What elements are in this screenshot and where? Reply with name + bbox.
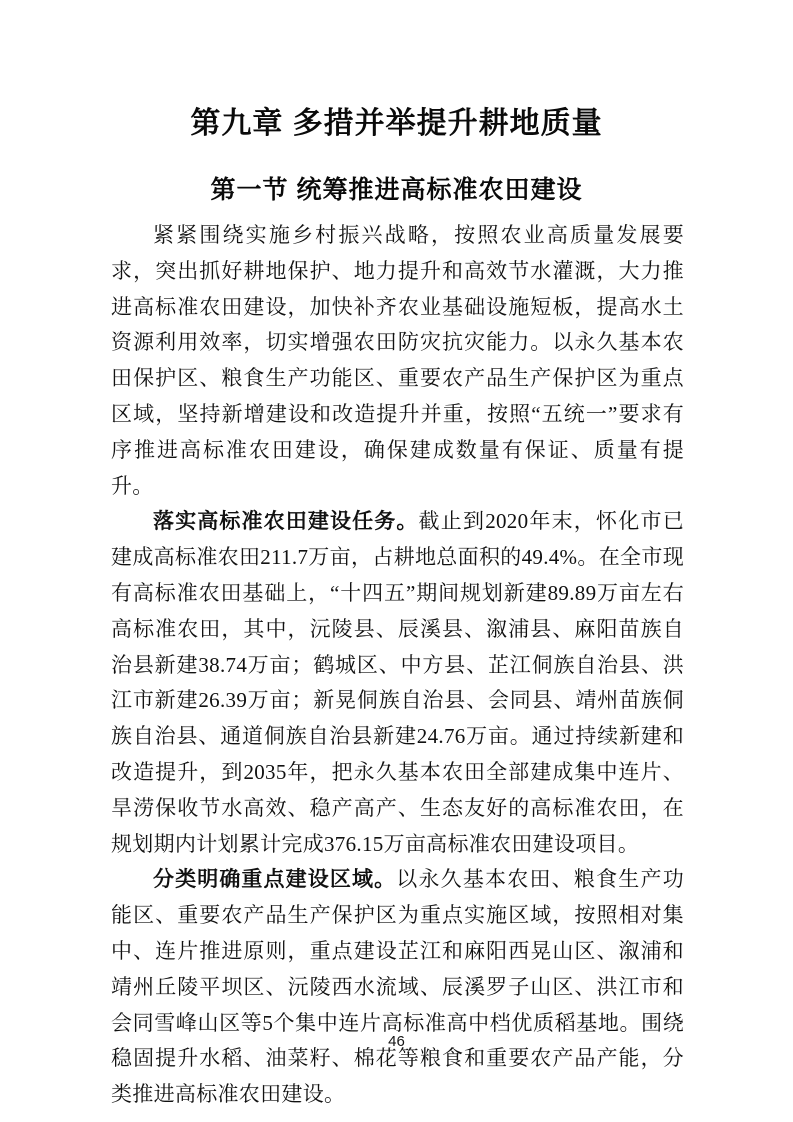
paragraph-text: 紧紧围绕实施乡村振兴战略，按照农业高质量发展要求，突出抓好耕地保护、地力提升和高效节水灌溉，大力推进高标准农田建设，加快补齐农业基础设施短板，提高水土资源利用效率，切实增强农田防灾抗灾能力。以永久基本农田保护区、粮食生产功能区、重要农产品生产保护区为重点区域，坚持新增建设和改造提升并重，按照“五统一”要求有序推进高标准农田建设，确保建成数量有保证、质量有提升。 — [111, 223, 684, 498]
body-paragraph — [111, 504, 684, 862]
section-title: 第一节 统筹推进高标准农田建设 — [210, 176, 583, 204]
paragraph-text: 以永久基本农田、粮食生产功能区、重要农产品生产保护区为重点实施区域，按照相对集中、连片推进原则，重点建设芷江和麻阳西晃山区、溆浦和靖州丘陵平坝区、沅陵西水流域、辰溪罗子山区、洪江市和会同雪峰山区等5个集中连片高标准高中档优质稻基地。围绕稳固提升水稻、油菜籽、棉花等粮食和重要农产品产能，分类推进高标准农田建设。 — [111, 867, 685, 1107]
paragraph-lead: 分类明确重点建设区域。 — [153, 868, 397, 892]
page-number: 46 — [388, 1033, 405, 1050]
paragraph-lead: 落实高标准农田建设任务。 — [153, 510, 419, 534]
body-paragraph — [111, 862, 684, 1113]
body-content — [0, 218, 793, 1113]
paragraph-text: 截止到2020年末，怀化市已建成高标准农田211.7万亩，占耕地总面积的49.4%。在全市现有高标准农田基础上，“十四五”期间规划新建89.89万亩左右高标准农田，其中，沅陵县、辰溪县、溆浦县、麻阳苗族自治县新建38.74万亩；鹤城区、中方县、芷江侗族自治县、洪江市新建26.39万亩；新晃侗族自治县、会同县、靖州苗族侗族自治县、通道侗族自治县新建24.76万亩。通过持续新建和改造提升，到2035年，把永久基本农田全部建成集中连片、旱涝保收节水高效、稳产高产、生态友好的高标准农田，在规划期内计划累计完成376.15万亩高标准农田建设项目。 — [111, 509, 684, 856]
body-paragraph — [111, 218, 684, 504]
chapter-title: 第九章 多措并举提升耕地质量 — [190, 107, 603, 140]
